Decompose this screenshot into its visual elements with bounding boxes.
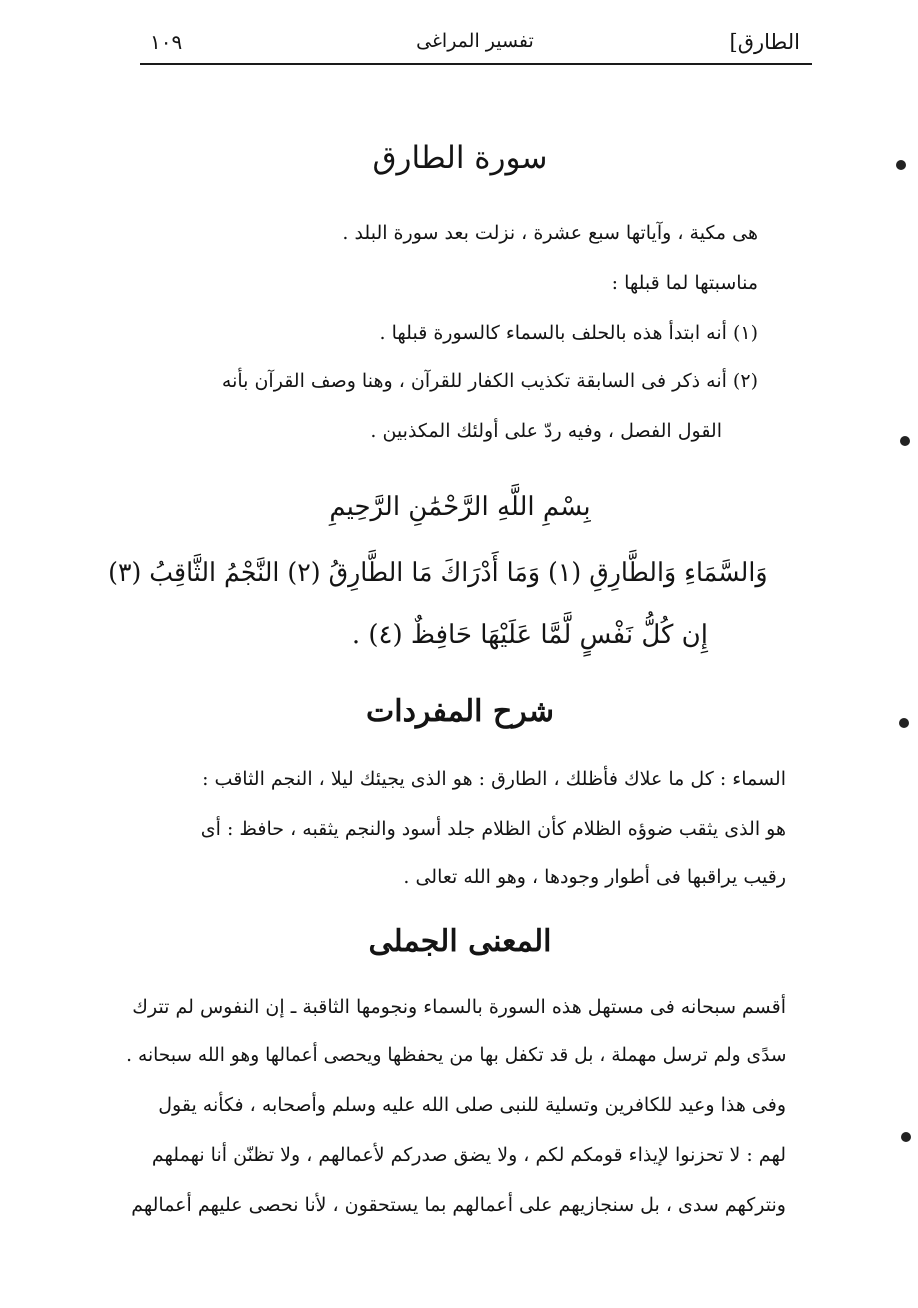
header-divider bbox=[140, 63, 812, 65]
meaning-line: وفى هذا وعيد للكافرين وتسلية للنبى صلى الله عليه وسلم وأصحابه ، فكأنه يقول bbox=[158, 1094, 786, 1116]
scan-speck bbox=[901, 1132, 911, 1142]
verse-line: وَالسَّمَاءِ وَالطَّارِقِ (١) وَمَا أَدْرَاكَ مَا الطَّارِقُ (٢) النَّجْمُ الثَّاقِبُ (٣) bbox=[108, 558, 768, 588]
meaning-line: لهم : لا تحزنوا لإيذاء قومكم لكم ، ولا يضق صدركم لأعمالهم ، ولا تظنّن أنا نهملهم bbox=[151, 1144, 786, 1166]
scan-speck bbox=[896, 160, 906, 170]
surah-title: سورة الطارق bbox=[372, 140, 548, 176]
intro-line: (٢) أنه ذكر فى السابقة تكذيب الكفار للقرآن ، وهنا وصف القرآن بأنه bbox=[221, 370, 758, 392]
intro-line: القول الفصل ، وفيه ردّ على أولئك المكذبين . bbox=[370, 420, 722, 442]
page-number: ١٠٩ bbox=[150, 30, 183, 54]
header-sura-name: الطارق] bbox=[729, 30, 800, 54]
meaning-line: ونتركهم سدى ، بل سنجازيهم على أعمالهم بما يستحقون ، لأنا نحصى عليهم أعمالهم bbox=[131, 1194, 786, 1216]
basmala: بِسْمِ اللَّهِ الرَّحْمَٰنِ الرَّحِيمِ bbox=[329, 492, 591, 522]
intro-line: هى مكية ، وآياتها سبع عشرة ، نزلت بعد سورة البلد . bbox=[342, 222, 758, 244]
scan-speck bbox=[899, 718, 909, 728]
intro-line: مناسبتها لما قبلها : bbox=[611, 272, 758, 294]
vocab-line: هو الذى يثقب ضوؤه الظلام كأن الظلام جلد أسود والنجم يثقبه ، حافظ : أى bbox=[200, 818, 786, 840]
section-heading-vocabulary: شرح المفردات bbox=[366, 694, 554, 729]
vocab-line: السماء : كل ما علاك فأظلك ، الطارق : هو الذى يجيئك ليلا ، النجم الثاقب : bbox=[202, 768, 786, 790]
section-heading-meaning: المعنى الجملى bbox=[368, 924, 552, 959]
verse-line: إِن كُلُّ نَفْسٍ لَّمَّا عَلَيْهَا حَافِظٌ (٤) . bbox=[351, 620, 708, 650]
running-header bbox=[150, 30, 800, 64]
header-book-title: تفسير المراغى bbox=[416, 30, 534, 52]
scan-speck bbox=[900, 436, 910, 446]
meaning-line: أقسم سبحانه فى مستهل هذه السورة بالسماء ونجومها الثاقبة ـ إن النفوس لم تترك bbox=[132, 996, 786, 1018]
meaning-line: سدًى ولم ترسل مهملة ، بل قد تكفل بها من يحفظها ويحصى أعمالها وهو الله سبحانه . bbox=[125, 1044, 786, 1066]
vocab-line: رقيب يراقبها فى أطوار وجودها ، وهو الله تعالى . bbox=[403, 866, 786, 888]
intro-line: (١) أنه ابتدأ هذه بالحلف بالسماء كالسورة قبلها . bbox=[379, 322, 758, 344]
